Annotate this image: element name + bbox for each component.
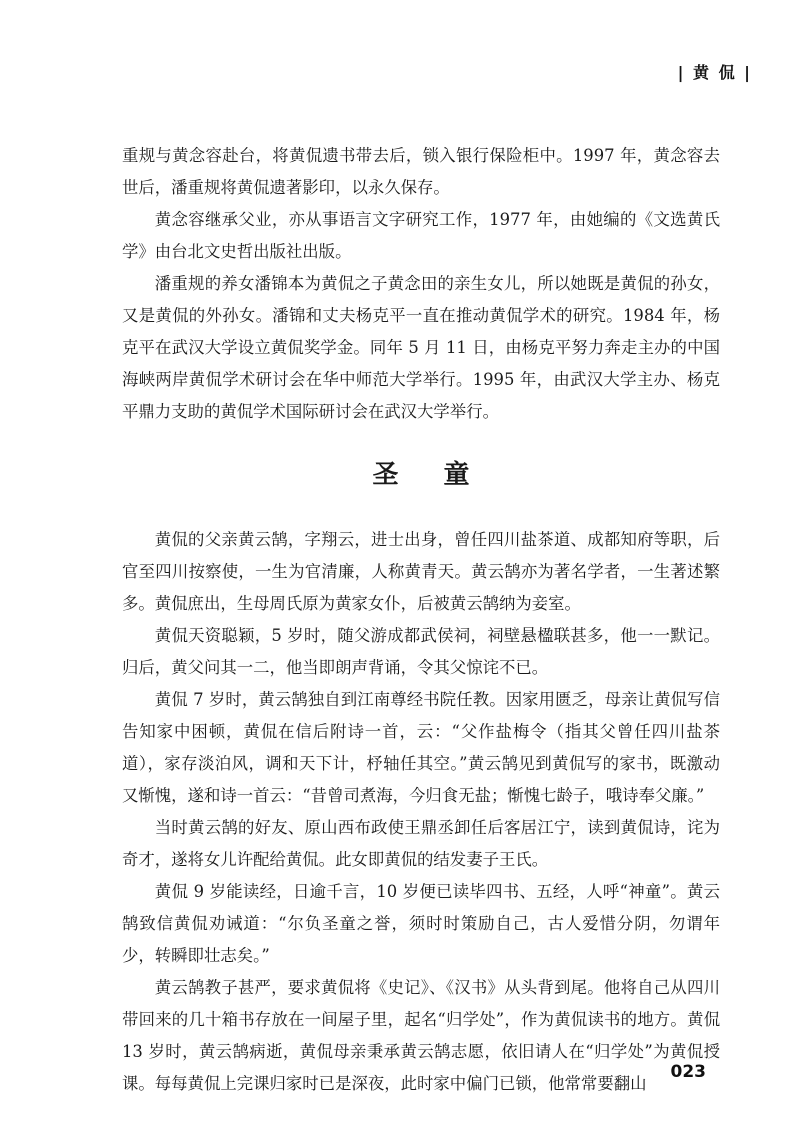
paragraph: 黄侃 9 岁能读经，日逾千言，10 岁便已读毕四书、五经，人呼“神童”。黄云鹄致信黄侃劝诫道：“尔负圣童之誉，须时时策励自己，古人爱惜分阴，勿谓年少，转瞬即壮志矣。” xyxy=(122,882,720,965)
page-body xyxy=(122,140,720,1100)
paragraph: 当时黄云鹄的好友、原山西布政使王鼎丞卸任后客居江宁，读到黄侃诗，诧为奇才，遂将女儿许配给黄侃。此女即黄侃的结发妻子王氏。 xyxy=(122,818,720,869)
running-head: | 黄 侃 | xyxy=(677,63,752,82)
page-number: 023 xyxy=(670,1062,706,1082)
paragraph: 潘重规的养女潘锦本为黄侃之子黄念田的亲生女儿，所以她既是黄侃的孙女，又是黄侃的外孙女。潘锦和丈夫杨克平一直在推动黄侃学术的研究。1984 年，杨克平在武汉大学设立黄侃奖学金。同年 5 月 11 日，由杨克平努力奔走主办的中国海峡两岸黄侃学术研讨会在华中师范大学举行。1995 年，由武汉大学主办、杨克平鼎力支助的黄侃学术国际研讨会在武汉大学举行。 xyxy=(122,274,720,421)
paragraph: 黄侃天资聪颖，5 岁时，随父游成都武侯祠，祠壁悬楹联甚多，他一一默记。归后，黄父问其一二，他当即朗声背诵，令其父惊诧不已。 xyxy=(122,626,720,677)
section-title: 圣 童 xyxy=(372,460,488,490)
paragraph: 黄念容继承父业，亦从事语言文字研究工作，1977 年，由她编的《文选黄氏学》由台北文史哲出版社出版。 xyxy=(122,210,720,261)
paragraph: 黄云鹄教子甚严，要求黄侃将《史记》、《汉书》从头背到尾。他将自己从四川带回来的几十箱书存放在一间屋子里，起名“归学处”，作为黄侃读书的地方。黄侃 13 岁时，黄云鹄病逝，黄侃母亲秉承黄云鹄志愿，依旧请人在“归学处”为黄侃授课。每每黄侃上完课归家时已是深夜，此时家中偏门已锁，他常常要翻山 xyxy=(122,978,720,1093)
paragraph: 黄侃的父亲黄云鹄，字翔云，进士出身，曾任四川盐茶道、成都知府等职，后官至四川按察使，一生为官清廉，人称黄青天。黄云鹄亦为著名学者，一生著述繁多。黄侃庶出，生母周氏原为黄家女仆，后被黄云鹄纳为妾室。 xyxy=(122,530,720,613)
paragraph-continuation: 重规与黄念容赴台，将黄侃遗书带去后，锁入银行保险柜中。1997 年，黄念容去世后，潘重规将黄侃遗著影印，以永久保存。 xyxy=(122,146,720,197)
paragraph: 黄侃 7 岁时，黄云鹄独自到江南尊经书院任教。因家用匮乏，母亲让黄侃写信告知家中困顿，黄侃在信后附诗一首，云：“父作盐梅令（指其父曾任四川盐茶道），家存淡泊风，调和天下计，杼轴任其空。”黄云鹄见到黄侃写的家书，既激动又惭愧，遂和诗一首云：“昔曾司煮海，今归食无盐；惭愧七龄子，哦诗奉父廉。” xyxy=(122,690,720,805)
